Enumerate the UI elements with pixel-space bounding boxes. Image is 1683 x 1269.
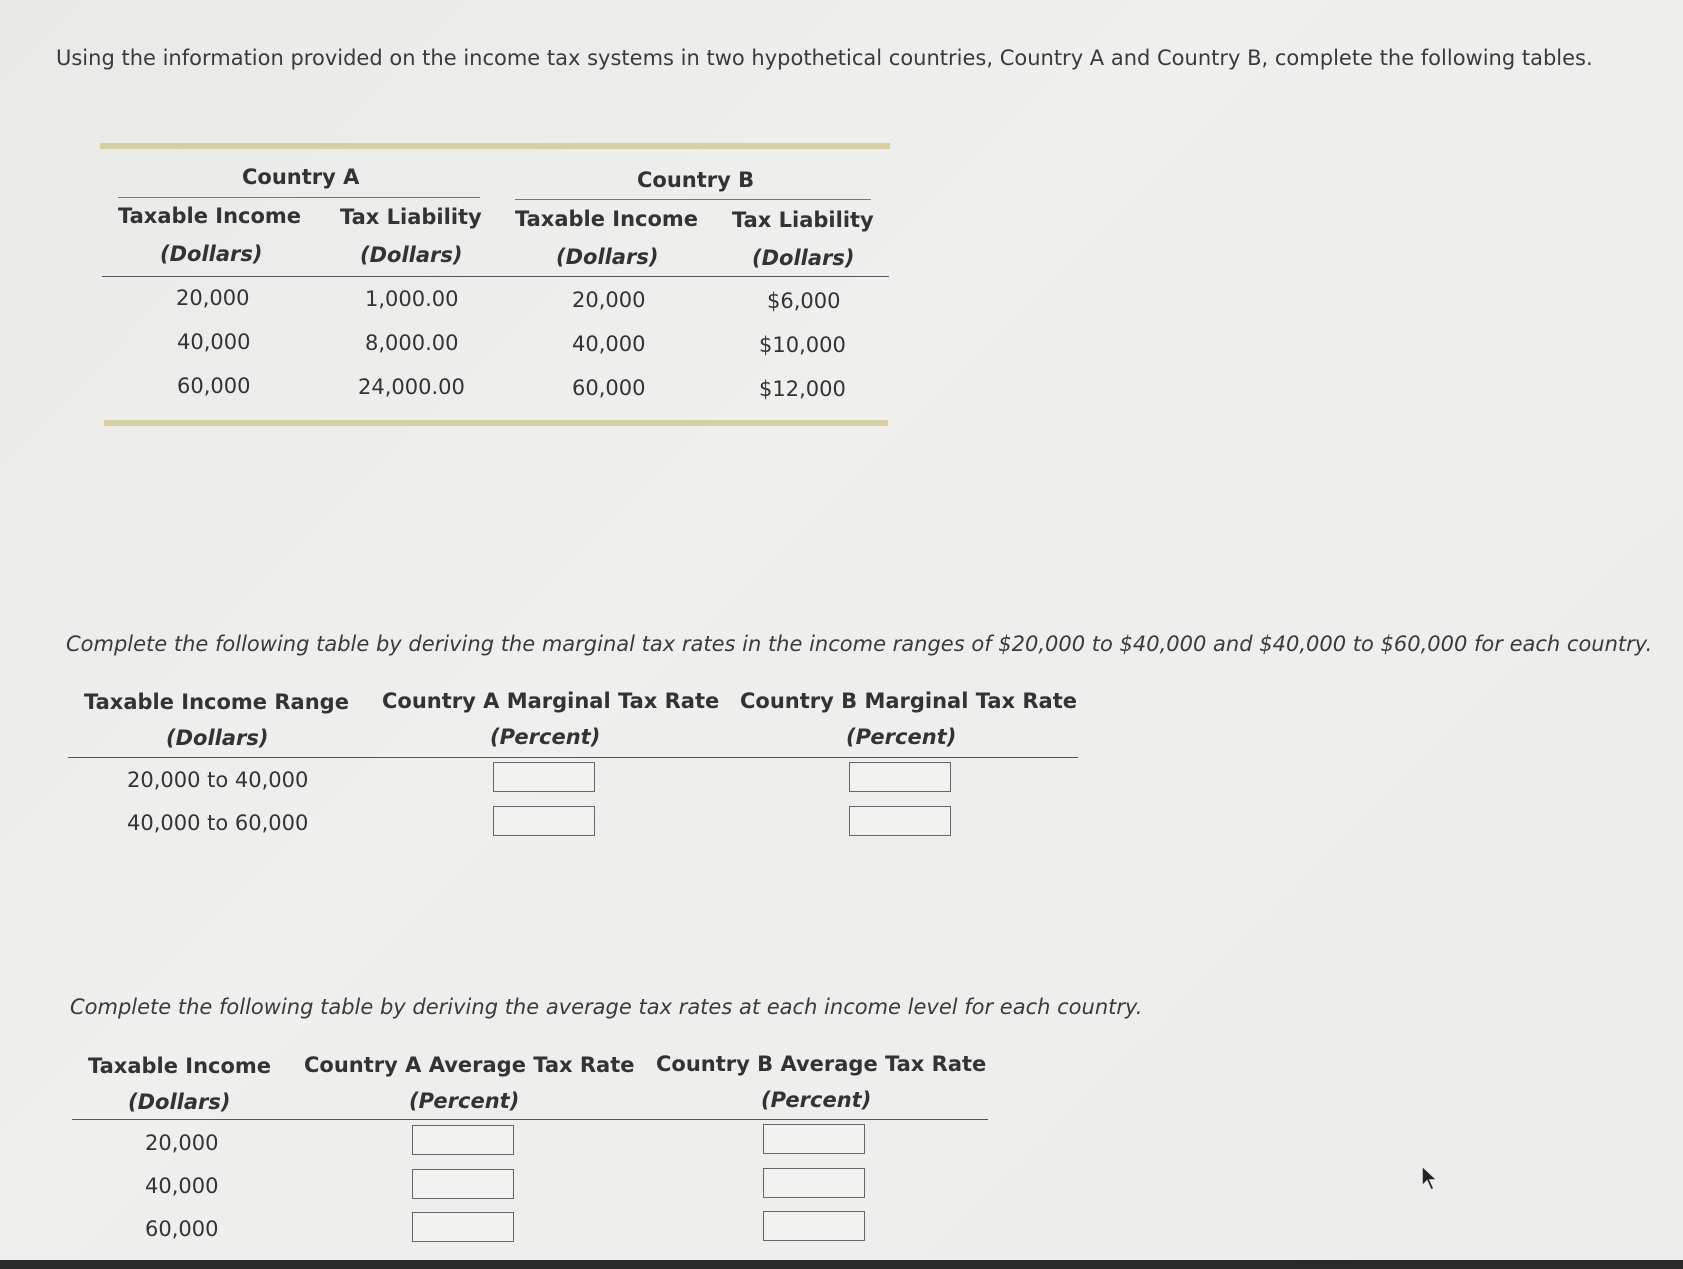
marginal-a-input-2[interactable] xyxy=(493,806,595,836)
table-bottom-rule xyxy=(104,420,888,426)
b-income-unit: (Dollars) xyxy=(556,245,659,269)
a-income-cell: 40,000 xyxy=(177,330,251,354)
b-liability-cell: $6,000 xyxy=(767,289,841,313)
average-instruction: Complete the following table by deriving the average tax rates at each income level for each country. xyxy=(70,995,1143,1019)
avg-income-header: Taxable Income xyxy=(88,1054,272,1078)
mouse-pointer-icon xyxy=(1420,1164,1442,1194)
range-cell: 20,000 to 40,000 xyxy=(127,768,309,792)
marginal-b-input-2[interactable] xyxy=(849,806,951,836)
a-income-unit: (Dollars) xyxy=(160,242,263,266)
average-b-input-1[interactable] xyxy=(763,1124,865,1154)
b-liability-header: Tax Liability xyxy=(732,208,874,232)
marginal-instruction: Complete the following table by deriving the marginal tax rates in the income ranges of $20,000 to $40,000 and $40,000 to $60,000 for each country. xyxy=(66,632,1653,656)
marginal-b-unit: (Percent) xyxy=(846,725,957,749)
average-a-header: Country A Average Tax Rate xyxy=(304,1053,635,1077)
table-top-rule xyxy=(100,143,890,149)
table1-header-rule xyxy=(102,276,889,277)
a-income-cell: 60,000 xyxy=(177,374,251,398)
marginal-header-rule xyxy=(68,757,1078,758)
a-liability-cell: 24,000.00 xyxy=(358,375,465,399)
country-a-header: Country A xyxy=(242,165,360,189)
average-a-input-2[interactable] xyxy=(412,1169,514,1199)
a-liability-cell: 8,000.00 xyxy=(365,331,459,355)
average-a-input-3[interactable] xyxy=(412,1212,514,1242)
b-liability-unit: (Dollars) xyxy=(752,246,855,270)
range-cell: 40,000 to 60,000 xyxy=(127,811,309,835)
a-liability-cell: 1,000.00 xyxy=(365,287,459,311)
marginal-b-input-1[interactable] xyxy=(849,762,951,792)
average-b-input-2[interactable] xyxy=(763,1168,865,1198)
marginal-a-input-1[interactable] xyxy=(493,762,595,792)
b-liability-cell: $12,000 xyxy=(759,377,846,401)
average-b-unit: (Percent) xyxy=(761,1088,872,1112)
avg-income-unit: (Dollars) xyxy=(128,1090,231,1114)
a-income-header: Taxable Income xyxy=(118,204,302,228)
marginal-b-header: Country B Marginal Tax Rate xyxy=(740,689,1078,713)
intro-text: Using the information provided on the income tax systems in two hypothetical countries, Country A and Country B, complete the following tables. xyxy=(56,46,1593,70)
average-b-header: Country B Average Tax Rate xyxy=(656,1052,987,1076)
a-liability-unit: (Dollars) xyxy=(360,243,463,267)
b-income-cell: 60,000 xyxy=(572,376,646,400)
average-a-unit: (Percent) xyxy=(409,1089,520,1113)
b-liability-cell: $10,000 xyxy=(759,333,846,357)
range-unit: (Dollars) xyxy=(166,726,269,750)
screen-bottom-edge xyxy=(0,1260,1683,1269)
b-income-header: Taxable Income xyxy=(515,207,699,231)
marginal-a-header: Country A Marginal Tax Rate xyxy=(382,689,720,713)
range-header: Taxable Income Range xyxy=(84,690,349,714)
b-income-cell: 40,000 xyxy=(572,332,646,356)
b-income-cell: 20,000 xyxy=(572,288,646,312)
avg-income-cell: 40,000 xyxy=(145,1174,219,1198)
average-a-input-1[interactable] xyxy=(412,1125,514,1155)
a-liability-header: Tax Liability xyxy=(340,205,482,229)
average-b-input-3[interactable] xyxy=(763,1211,865,1241)
country-b-underline xyxy=(515,199,871,200)
marginal-a-unit: (Percent) xyxy=(490,725,601,749)
average-header-rule xyxy=(72,1119,988,1120)
country-a-underline xyxy=(118,197,480,198)
avg-income-cell: 20,000 xyxy=(145,1131,219,1155)
avg-income-cell: 60,000 xyxy=(145,1217,219,1241)
a-income-cell: 20,000 xyxy=(176,286,250,310)
country-b-header: Country B xyxy=(637,168,755,192)
